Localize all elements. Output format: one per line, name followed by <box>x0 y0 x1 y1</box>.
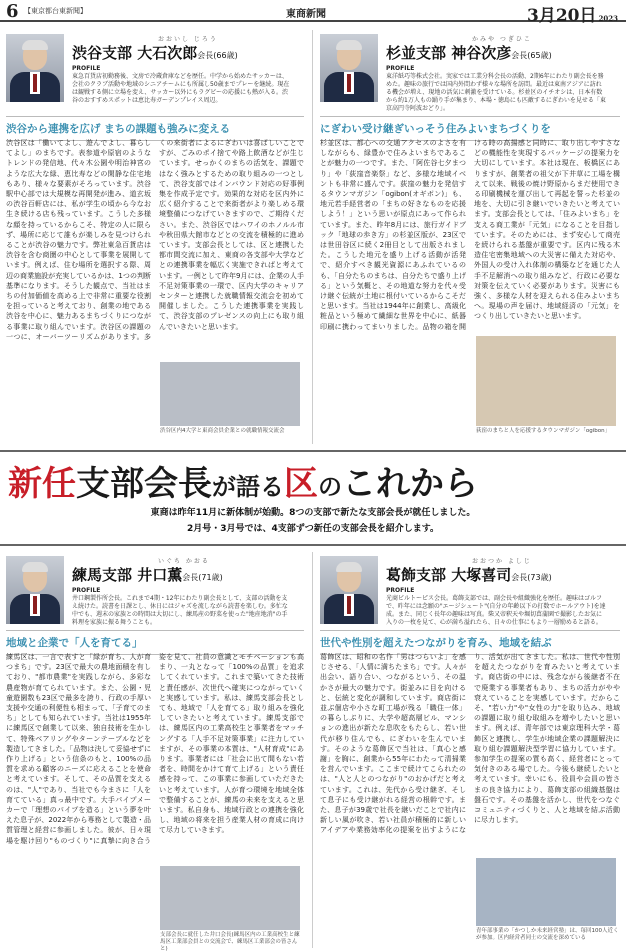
article-body-katsushika: 葛飾区は、昭和の名作「男はつらいよ」を感じさせる、「人情に満ちたまち」です。人々が出会い、語り合い、つながるという、その温かさが最大の魅力です。街並みに目を向けると、伝統と変化が調和しています。商店街に並ぶ個店や小さな町工場が残る「職住一体」の暮らしぶりに、大学や超高層ビル、マンションの進出が新たな息吹をもたらし、若い世代が移り住んでも、にぎわいを生んでいます。そのような葛飾区で当社は、「真心と感謝」を胸に、創業から55年にわたって清掃業を営んでいます。ここまで続けてこられたのは、"人と人とのつながり"のおかげだと考えています。これは、先代から受け継ぎ、そして息子にも受け継がれる経営の根幹です。また、息子が39歳で社長を継いだことで社内に新しい風が吹き、若い社員が積極的に新しいアイデアや業務効率化の提案を出すようになり、活気が出てきました。私は、世代や性別を超えたつながりを育みたいと考えています。商店街の中には、残念ながら後継者不在で廃業する事業者もあり、まちの活力がやや衰えていることを実感しています。だからこそ、"若い力"や"女性の力"を取り込み、地域の課題に取り組む取組みを増やしたいと思います。例えば、青年部では東京理科大学・葛飾区と連携し、学生が地域企業の課題解決に取り組む課題解決型学習に協力しています。参加学生の提案の質も高く、経営者にとって気付きのある場でした。今後も継続したいと考えています。幸いにも、役員や会員の皆さまの良き協力により、葛飾支部の組織基盤は盤石です。その基盤を活かし、世代をつなぐコミュニティづくりと、人と地域を結ぶ活動に尽力します。 <box>320 653 620 835</box>
article-body-suginami: 杉並区は、都心への交通アクセスのよさを有しながらも、緑豊かで住みよいまちであることが魅力の一つです。また、「阿佐谷七夕まつり」や「荻窪音楽祭」など、多様な地域イベントも非常に盛んです。荻窪の魅力を発信するタウンマガジン「ogibon(オギボン)」も、地元若手経営者の「まちの好きなものを応援しよう！」という思いが原点にあって作られています。また、昨年8月には、旅行ガイドブック「地球の歩き方」の杉並区版が、23区では世田谷区に続く2冊目として出版されました。こうした地元を盛り上げる活動が活発で、紹介すべき観光資源にあふれているのも、「自分たちのまちは、自分たちで盛り上げる」という気概と、その地道な努力を代々受け継ぐ伝統が土地に根付いているからこそだと思います。当社は1944年に創業し、高級化粧品という極めて繊細な世界を中心に、紙器印刷に携わってまいりました。品物の箱を開ける時の高揚感と同時に、取り出しやすさなどの機能性を実現するパッケージの提案力を大切にしています。本社は現在、板橋区にありますが、創業者の祖父が下井草に工場を構えて以来、戦後の焼け野原からまだ使用できる印刷機械を運び出して再起を誓った杉並の地を、大切に引き継いでいきたいと考えています。支部会長としては、「住みよいまち」を支える商工業が「元気」になることを目指しています。そのためには、まず安心して商売を続けられる基盤が重要です。区内に残る木造住宅密集地域への大災害に備えた対応や、外国人の受け入れ体制の構築などを通じた人手不足解消への取り組みなど、行政に必要な対策を伝えていく必要があります。災害にも強く、多様な人材を迎えられる住みよいまちへ。現場の声を届け、地域経済の「元気」をつくり出していきたいと思います。 <box>320 139 620 331</box>
branch-name: 杉並支部 <box>386 44 447 62</box>
feature-lead-1: 東商は昨年11月に新体制が始動。8つの支部で新たな支部会長が就任しました。 <box>150 508 476 518</box>
portrait-photo-shibuya <box>6 34 64 102</box>
article-headline-nerima: 地域と企業で「人を育てる」 <box>6 630 304 655</box>
photo-caption-katsushika: 青年部事業の「かつしか未来経営塾」は、毎回100人近くが参加。区内経営者同士の交流を深めている <box>476 928 619 941</box>
photo-caption-shibuya: 渋谷区内4大学と東商会員企業との就職情報交流会 <box>160 428 285 434</box>
chair-name: 神谷次彦 <box>451 44 512 62</box>
feature-lead-2: 2月号・3月号では、4支部ずつ新任の支部会長を紹介します。 <box>186 524 440 534</box>
name-ruby: かみや つぎひこ <box>472 36 532 43</box>
name-ruby: いぐち かおる <box>158 558 210 565</box>
feature-title-chair: 支部会長 <box>76 464 212 504</box>
chair-name: 井口薫 <box>137 566 183 584</box>
issue-date <box>527 1 618 26</box>
profile-heading: PROFILE <box>386 65 415 72</box>
column-divider <box>312 30 313 444</box>
profile-shibuya <box>6 34 292 105</box>
feature-title-future: これから <box>342 464 478 504</box>
article-headline-katsushika: 世代や性別を超えたつながりを育み、地域を結ぶ <box>320 630 620 655</box>
branch-name: 練馬支部 <box>72 566 133 584</box>
article-body-nerima: 練馬区は、一言で表すと「緑が育ち、人が育つまち」です。23区で最大の農地面積を有しており、"都市農業"を実践しながら、多彩な農産物が育てられています。また、公園・児童遊園数も23区で最多を誇り、行政の手厚い支援や交通の利便性も相まって、「子育てのまち」としても知られています。当社は1955年に練馬区で創業して以来、独自技術を生かして、特殊ベアリングやターンテーブルなどを製造してきました。「品物は決して妥協せずに作り上げる」という信条のもと、100%の品質を求める顧客のニーズに応えることを使命と考えています。そして、その品質を支えるのは、"人"であり、当社でも今まさに「人を育てている」真っ最中です。大手パイプメーカーで「理想のパイプを造る」という夢を叶えた息子が、2022年から専務として製造・品質管理と経営に参画しました。彼が、日々現場を駆け回り"ものづくり"に真摯に向き合う姿を見て、社員の意識とモチベーションも高まり、一丸となって「100%の品質」を追求してくれています。これまで築いてきた技術と責任感が、次世代へ確実につながっていくと実感しています。私は、練馬支部会長としても、地域で「人を育てる」取り組みを強化していきたいと考えています。練馬支部では、練馬区内の工業高校生と事業者をマッチングする「人手不足対策事業」に注力していますが、その事業の本質は、"人材育成"にあります。事業者には「社会に出て間もない若者を、時間をかけて育て上げる」という責任感を持って、この事業に参画していただきたいと考えています。人が育つ環境を地域全体で整備することが、練馬の未来を支えると思います。私自身も、地域行政との連携を強化し、地域の将来を担う産業人材の育成に向けて尽力していきます。 <box>6 653 304 845</box>
branch-chair-name <box>386 564 606 585</box>
name-ruby: おおつか よしじ <box>472 558 532 565</box>
photo-caption-nerima: 支部会長に就任した井口会長(練馬区内の工業高校生と練馬区工業部会員との交流会で、練馬区工業部会の皆さんと) <box>160 932 300 952</box>
issue-year: 2023 <box>598 14 618 23</box>
paper-name: 東商新聞 <box>286 9 326 20</box>
branch-name: 渋谷支部 <box>72 44 133 62</box>
profile-suginami <box>320 34 606 113</box>
chair-title: 会長 <box>182 573 199 582</box>
feature-title-speak: が語る <box>212 473 284 501</box>
issue-date-day: 3月20日 <box>527 6 597 26</box>
seminar-photo-katsushika <box>476 858 616 926</box>
section-label: 【東京都台東新聞】 <box>24 7 87 15</box>
article-body-shibuya: 渋谷区は「働いてよし、遊んでよし、暮らしてよし」のまちです。表参道や原宿のようなトレンドの発信地、代々木公園や明治神宮のような広大な緑、恵比寿などの閑静な住宅地もあり、様々な要素がそろっています。渋谷駅中心部では大規模な再開発が進み、道玄坂の渋谷百軒店には、私が学生の頃から今なお生き続ける店も残っています。こうした多様な顔を持っているからこそ、特定の人に限らず、場所に応じて誰もが楽しみを見つけられることが渋谷の魅力です。弊社東急百貨店は渋谷を含む商圏の中心として事業を展開しています。例えば、住む場所を選択する際、周辺の商業施設が充実しているかは、1つの判断基準になります。そうした観点で、当社はまちの付加価値を高める上で非常に重要な役割を担っていると考えており、創業の地である渋谷を中心に、魅力あるまちづくりにつながる事業に取り組んでいます。渋谷区の課題の一つに、オーバーツーリズムがあります。多くの来街者によるにぎわいは喜ばしいことですが、ごみのポイ捨てや路上飲酒などが生じています。せっかくのまちの活気を、課題ではなく強みとするための取り組みの一つとして、渋谷支部ではインバウンド対応の好事例集を作成予定です。効果的な対応を区内外に広く紹介することで来街者がより楽しめる環境整備につなげていきますので、ご期待ください。また、渋谷区ではハワイのホノルル市や秋田県大館市などとの交流を積極的に進めています。支部会長としては、区と連携した都市間交流に加え、東商の各支部や大学などとの連携事業を幅広く実施できればと考えています。一例として昨年9月には、企業の人手不足対策事業の一環で、区内大学のキャリアセンターと連携した就職情報交流会を初めて開催しました。こうした連携事業を実践して、渋谷支部のプレゼンスの向上にも取り組んでいきたいと思います。 <box>6 139 304 341</box>
magazine-photo-suginami <box>476 336 616 426</box>
event-photo-shibuya <box>160 362 300 426</box>
name-block-shibuya <box>72 34 292 105</box>
feature-title <box>8 456 478 505</box>
chair-name: 大石次郎 <box>137 44 198 62</box>
chair-name: 大塚喜司 <box>451 566 512 584</box>
name-ruby: おおいし じろう <box>158 36 218 43</box>
portrait-photo-katsushika <box>320 556 378 624</box>
name-block-suginami <box>386 34 606 113</box>
page-header <box>0 0 626 26</box>
photo-caption-suginami: 荻窪のまちと人を応援するタウンマガジン「ogibon」 <box>476 428 611 434</box>
chair-age: (71歳) <box>198 573 223 582</box>
profile-heading: PROFILE <box>72 65 101 72</box>
column-divider <box>312 552 313 948</box>
chair-title: 会長 <box>197 51 214 60</box>
page-number: 6 <box>6 1 19 22</box>
feature-title-new: 新任 <box>8 464 76 504</box>
name-block-katsushika <box>386 556 606 627</box>
feature-band <box>0 450 626 546</box>
chair-age: (73歳) <box>527 573 552 582</box>
profile-heading: PROFILE <box>386 587 415 594</box>
chair-title: 会長 <box>511 51 528 60</box>
profile-text: 東洋紙巧等株式会社。実家では工業分科会長の活動、2期6年にわたり副会長を務めた。趣味の旅行では国内外問わず様々な場所を訪問。最近は東南アジアに訪れる機会が増え、現地の活気に刺激を受けている。杉並区のイチオシは、日本有数から約1万人もの踊り手が集まり、本場・徳島にも匹敵するにぎわいを見せる「東京高円寺阿波おどり」。 <box>386 73 606 112</box>
profile-text: 井口鋼製作所会長。これまで4期・12年にわたり副会長として、支部の活動を支え続けた。読書を日課とし、休日にはジャズを流しながら読書を楽しむ。多忙な中でも、週末の家族との時間は大切にし、練馬産の野菜を使った"地産地消"の手料理を家族に振る舞うことも。 <box>72 595 288 626</box>
name-block-nerima <box>72 556 292 627</box>
profile-heading: PROFILE <box>72 587 101 594</box>
branch-chair-name <box>386 42 606 63</box>
chair-age: (65歳) <box>527 51 552 60</box>
group-photo-nerima <box>160 866 300 930</box>
portrait-photo-nerima <box>6 556 64 624</box>
branch-name: 葛飾支部 <box>386 566 447 584</box>
feature-title-ward: 区 <box>284 464 318 504</box>
profile-text: 光商ビルトーピス会長。葛飾支部では、副会長や組織強化を歴任。趣味はゴルフで、昨年には念願の"エージシュート"(自分の年齢以下の打数でホールアウト)を達成。また、同じく長年の趣味は写真。柴又帝釈天や堀切菖蒲園で撮影したお気に入りの一枚を見て、心が満ち溢れたら、日々の仕事にもより一層励めると語る。 <box>386 595 606 626</box>
portrait-photo-suginami <box>320 34 378 102</box>
chair-age: (66歳) <box>213 51 238 60</box>
chair-title: 会長 <box>511 573 528 582</box>
branch-chair-name <box>72 564 292 585</box>
profile-nerima <box>6 556 292 627</box>
article-headline-shibuya: 渋谷から連携を広げ まちの課題も強みに変える <box>6 116 304 141</box>
branch-chair-name <box>72 42 292 63</box>
profile-text: 東急百貨店初勤務後、文房で冷蔵倉庫などを歴任。中学から始めたサッカーは、会社のクラブ活動や地域のシニアチームにも所属し50歳までプレーを継続。現在は観戦する側に立場を変え、サッカー以外にもラグビーの応援にも熱が入る。渋谷のおすすめスポットは恵比寿ガーデンプレイス周辺。 <box>72 73 290 104</box>
feature-title-no: の <box>318 473 342 501</box>
profile-katsushika <box>320 556 606 627</box>
article-headline-suginami: にぎわい受け継ぎいっそう住みよいまちづくりを <box>320 116 620 141</box>
